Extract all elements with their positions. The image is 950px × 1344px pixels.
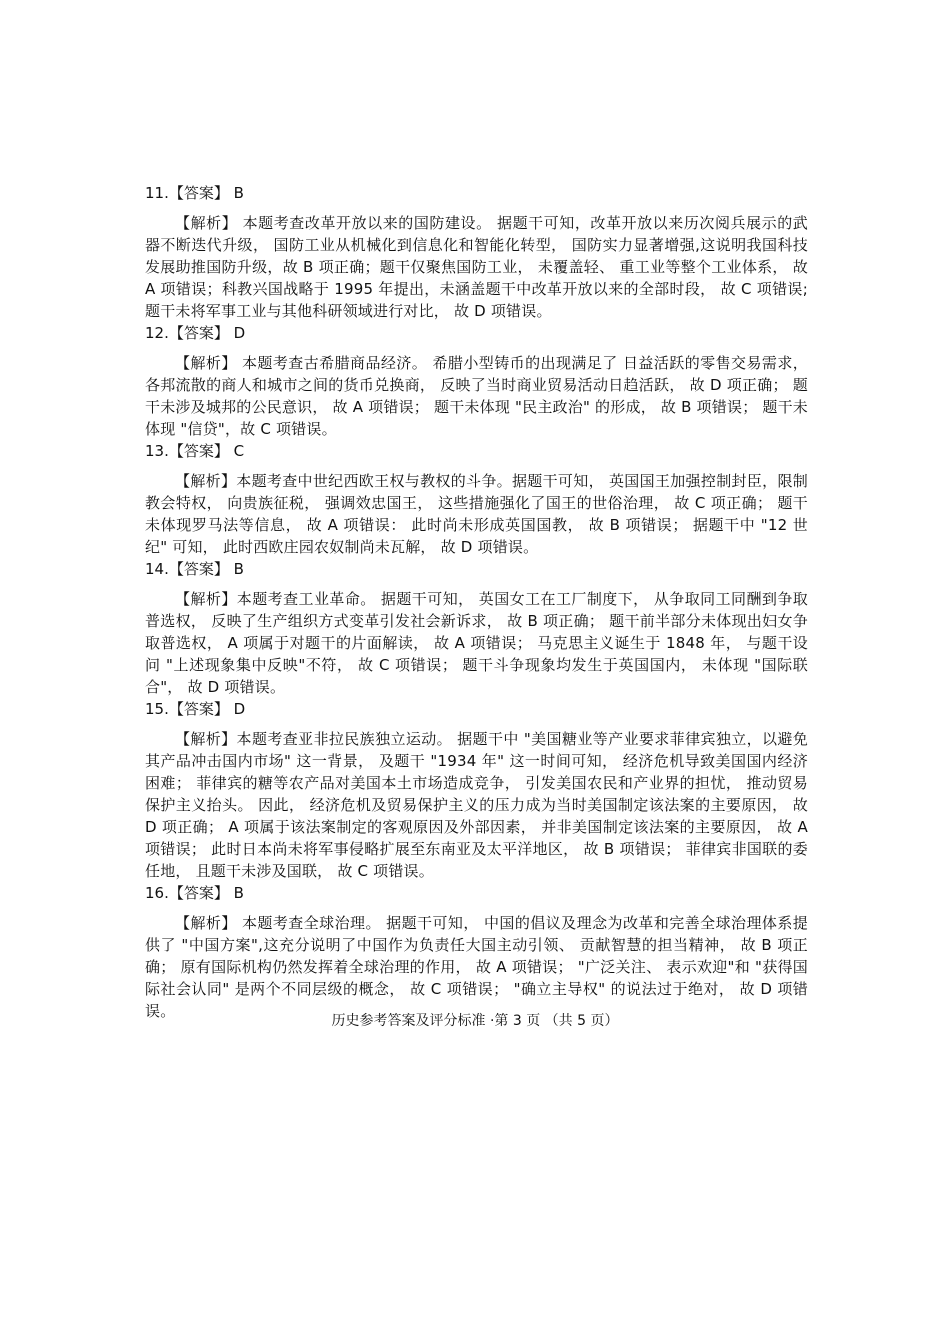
answer-item-15 — [145, 698, 808, 882]
answer-line: 14.【答案】 B — [145, 560, 244, 578]
answer-item-14 — [145, 558, 808, 698]
page-footer: 历史参考答案及评分标准 ·第 3 页 （共 5 页） — [331, 1013, 619, 1029]
explanation-paragraph: 【解析】本题考查亚非拉民族独立运动。 据题干中 "美国糖业等产业要求菲律宾独立，以避免其产品冲击国内市场" 这一背景， 及题干 "1934 年" 这一时间可知， 经济危机导致美国国内经济困难； 菲律宾的糖等农产品对美国本土市场造成竞争， 引发美国农民和产业界的担忧， 推动贸易保护主义抬头。 因此， 经济危机及贸易保护主义的压力成为当时美国制定该法案的主要原因， 故 D 项正确； A 项属于该法案制定的客观原因及外部因素， 并非美国制定该法案的主要原因， 故 A 项错误； 此时日本尚未将军事侵略扩展至东南亚及太平洋地区， 故 B 项错误； 菲律宾非国联的委任地， 且题干未涉及国联， 故 C 项错误。 — [145, 730, 808, 880]
answer-line: 12.【答案】 D — [145, 324, 246, 342]
explanation-paragraph: 【解析】 本题考查改革开放以来的国防建设。 据题干可知，改革开放以来历次阅兵展示的武器不断迭代升级， 国防工业从机械化到信息化和智能化转型， 国防实力显著增强,这说明我国科技发展助推国防升级，故 B 项正确；题干仅聚焦国防工业， 未覆盖轻、 重工业等整个工业体系， 故 A 项错误；科教兴国战略于 1995 年提出，未涵盖题干中改革开放以来的全部时段， 故 C 项错误;题干未将军事工业与其他科研领域进行对比， 故 D 项错误。 — [145, 214, 808, 320]
answer-item-16 — [145, 882, 808, 1022]
answer-item-13 — [145, 440, 808, 558]
explanation-paragraph: 【解析】本题考查中世纪西欧王权与教权的斗争。据题干可知， 英国国王加强控制封臣，限制教会特权， 向贵族征税， 强调效忠国王， 这些措施强化了国王的世俗治理， 故 C 项正确； 题干未体现罗马法等信息， 故 A 项错误： 此时尚未形成英国国教， 故 B 项错误； 据题干中 "12 世纪" 可知， 此时西欧庄园农奴制尚未瓦解， 故 D 项错误。 — [145, 472, 808, 556]
answer-key-content — [145, 182, 808, 1022]
answer-line: 16.【答案】 B — [145, 884, 244, 902]
explanation-paragraph: 【解析】 本题考查古希腊商品经济。 希腊小型铸币的出现满足了 日益活跃的零售交易需求， 各邦流散的商人和城市之间的货币兑换商， 反映了当时商业贸易活动日趋活跃， 故 D 项正确； 题干未涉及城邦的公民意识， 故 A 项错误； 题干未体现 "民主政治" 的形成， 故 B 项错误； 题干未体现 "信贷"，故 C 项错误。 — [145, 354, 808, 438]
answer-line: 11.【答案】 B — [145, 184, 244, 202]
answer-item-12 — [145, 322, 808, 440]
explanation-paragraph: 【解析】 本题考查全球治理。 据题干可知， 中国的倡议及理念为改革和完善全球治理体系提供了 "中国方案",这充分说明了中国作为负责任大国主动引领、 贡献智慧的担当精神， 故 B 项正确； 原有国际机构仍然发挥着全球治理的作用， 故 A 项错误； "广泛关注、 表示欢迎"和 "获得国际社会认同" 是两个不同层级的概念， 故 C 项错误； "确立主导权" 的说法过于绝对， 故 D 项错误。 — [145, 914, 808, 1020]
answer-item-11 — [145, 182, 808, 322]
answer-line: 15.【答案】 D — [145, 700, 246, 718]
explanation-paragraph: 【解析】本题考查工业革命。 据题干可知， 英国女工在工厂制度下， 从争取同工同酬到争取普选权， 反映了生产组织方式变革引发社会新诉求， 故 B 项正确； 题干前半部分未体现出妇女争取普选权， A 项属于对题干的片面解读， 故 A 项错误； 马克思主义诞生于 1848 年， 与题干设问 "上述现象集中反映"不符， 故 C 项错误； 题干斗争现象均发生于英国国内， 未体现 "国际联合"， 故 D 项错误。 — [145, 590, 808, 696]
answer-line: 13.【答案】 C — [145, 442, 245, 460]
